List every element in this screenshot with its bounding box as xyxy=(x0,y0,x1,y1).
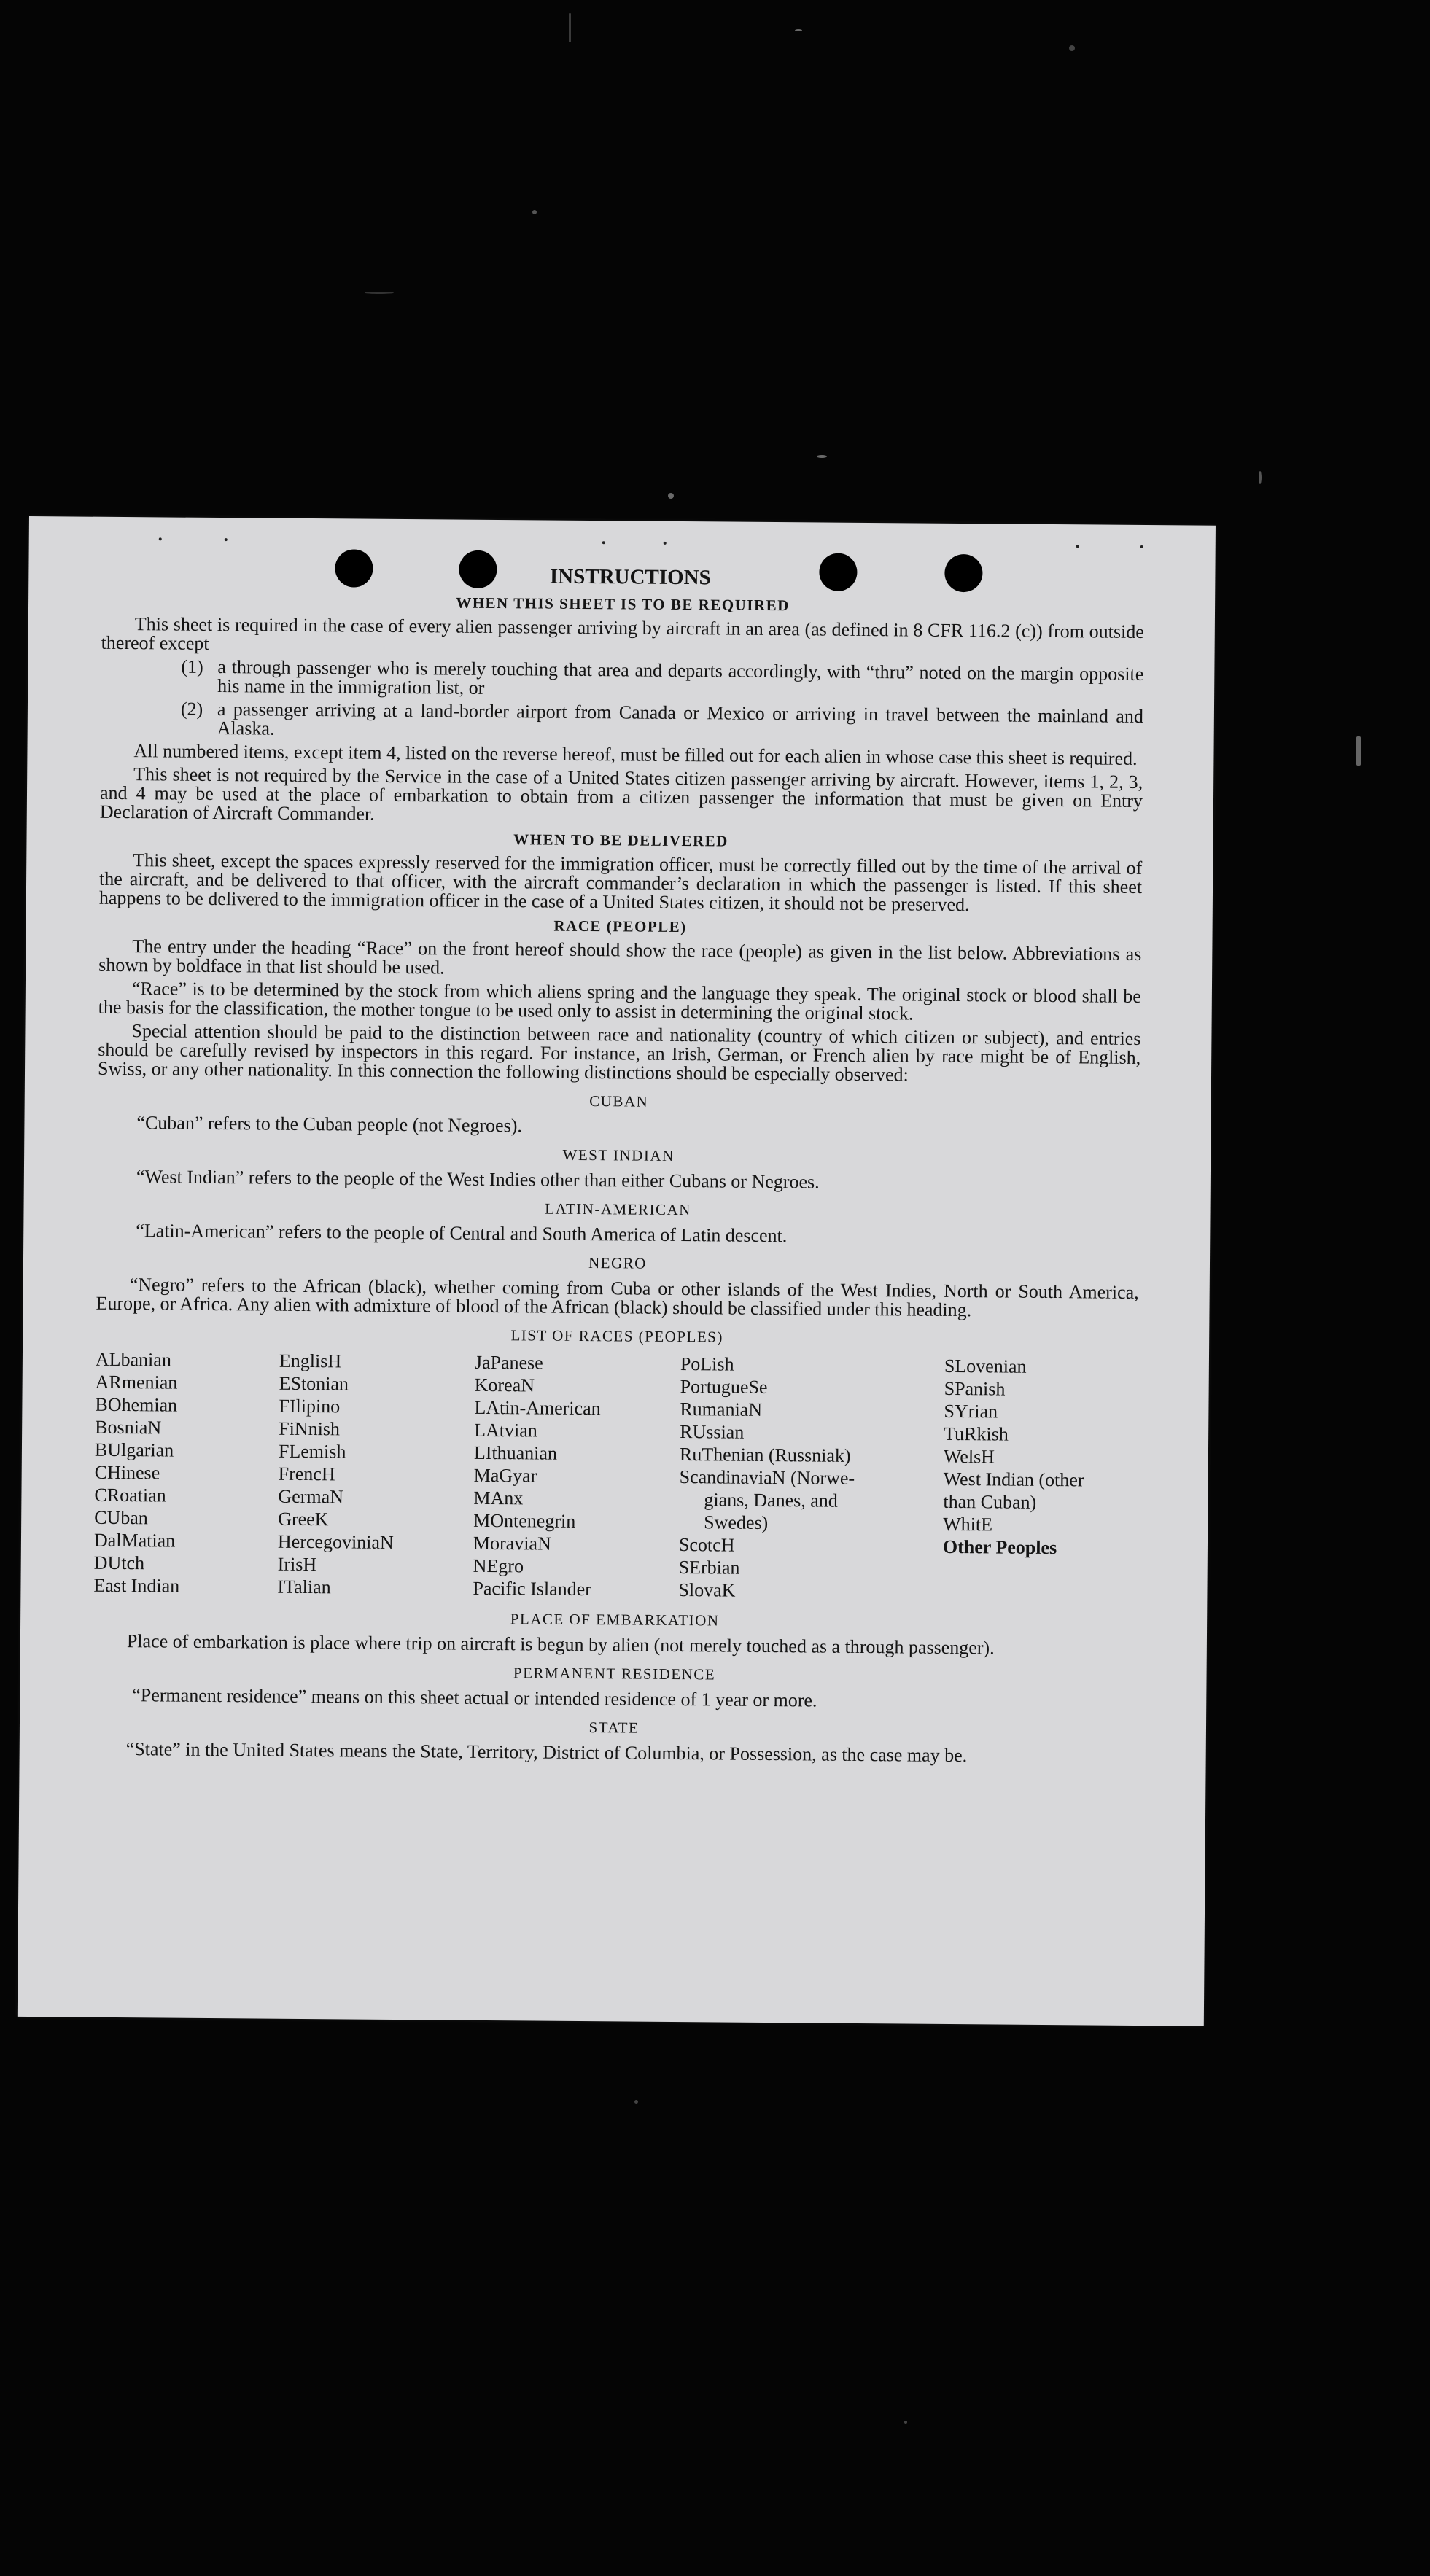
race-entry: than Cuban) xyxy=(943,1490,1037,1513)
paragraph: All numbered items, except item 4, listed on the reverse hereof, must be filled out for each alien in whose case this sheet is required. xyxy=(133,740,1138,769)
item-number: (2) xyxy=(180,698,203,720)
heading-race: RACE (PEOPLE) xyxy=(553,917,687,936)
paragraph: “Race” is to be determined by the stock from which aliens spring and the language they speak. The original stock or blood shall be the basis for the classification, the mother tongue to be used only to assist in determining the original stock. xyxy=(98,978,1141,1024)
exception-item xyxy=(181,655,1144,703)
scan-speck xyxy=(817,455,827,458)
heading-cuban: CUBAN xyxy=(589,1092,649,1110)
race-entry: LIthuanian xyxy=(473,1441,558,1464)
race-entry: BosniaN xyxy=(95,1416,162,1439)
scan-speck xyxy=(1069,45,1075,51)
race-entry: IrisH xyxy=(277,1553,317,1576)
race-entry: FrencH xyxy=(278,1463,335,1485)
race-entry: LAtin-American xyxy=(474,1396,601,1420)
scan-speck xyxy=(365,292,394,294)
scan-speck xyxy=(569,13,571,42)
heading-list-of-races: LIST OF RACES (PEOPLES) xyxy=(510,1326,723,1346)
race-entry: WhitE xyxy=(943,1513,993,1536)
paragraph: “Negro” refers to the African (black), whether coming from Cuba or other islands of the West Indies, North or South America, Europe, or Africa. Any alien with admixture of blood of the African (black) should be classified under this heading. xyxy=(96,1274,1139,1321)
race-entry: ScotcH xyxy=(678,1534,735,1556)
margin-dot xyxy=(1076,545,1079,548)
race-column xyxy=(473,1351,680,1601)
paragraph: This sheet, except the spaces expressly reserved for the immigration officer, must be correctly filled out by the time of the arrival of the aircraft, and be delivered to that officer, with the aircraft commander’s declaration in which the passenger is listed. If this sheet happens to be delivered to the immigration officer in the case of a United States citizen, it should not be preserved. xyxy=(98,849,1143,916)
race-entry: SPanish xyxy=(944,1377,1006,1400)
scan-speck xyxy=(1259,471,1262,484)
scan-speck xyxy=(532,210,537,214)
paragraph: “Latin-American” refers to the people of Central and South America of Latin descent. xyxy=(136,1220,788,1247)
paragraph: “Permanent residence” means on this sheet actual or intended residence of 1 year or more. xyxy=(132,1684,817,1711)
paragraph: This sheet is not required by the Service in the case of a United States citizen passenger arriving by aircraft. However, items 1, 2, 3, and 4 may be used at the place of embarkation to obtain from a citizen passenger the information that must be given on Entry Declaration of Aircraft Commander. xyxy=(99,763,1143,825)
heading-when-required: WHEN THIS SHEET IS TO BE REQUIRED xyxy=(456,594,790,615)
race-entry: LAtvian xyxy=(474,1419,537,1441)
scan-speck xyxy=(634,2100,638,2104)
race-entry: MaGyar xyxy=(473,1464,537,1487)
scan-speck xyxy=(904,2421,907,2424)
race-entry: ARmenian xyxy=(95,1371,178,1393)
race-entry: BOhemian xyxy=(95,1393,178,1416)
heading-place-of-embarkation: PLACE OF EMBARKATION xyxy=(510,1610,720,1630)
race-entry: JaPanese xyxy=(474,1351,543,1374)
item-number: (1) xyxy=(181,655,203,677)
race-entry: ITalian xyxy=(277,1576,331,1598)
race-entry: ALbanian xyxy=(95,1348,172,1371)
paragraph: “State” in the United States means the State, Territory, District of Columbia, or Possession, as the case may be. xyxy=(125,1738,968,1767)
paragraph: “Cuban” refers to the Cuban people (not Negroes). xyxy=(136,1112,523,1137)
race-entry: FLemish xyxy=(278,1440,346,1463)
margin-dot xyxy=(664,542,667,545)
race-entry: HercegoviniaN xyxy=(277,1530,394,1553)
scan-speck xyxy=(1356,736,1361,766)
race-entry: SLovenian xyxy=(944,1355,1027,1377)
race-column xyxy=(942,1355,1138,1605)
race-entry: SErbian xyxy=(678,1557,740,1579)
item-text: a passenger arriving at a land-border airport from Canada or Mexico or arriving in travel between the mainland and Alaska. xyxy=(217,699,1144,739)
race-entry: EStonian xyxy=(279,1372,349,1395)
heading-latin-american: LATIN-AMERICAN xyxy=(545,1199,691,1219)
race-entry: RUssian xyxy=(680,1421,745,1443)
race-entry: FiNnish xyxy=(279,1417,341,1440)
race-entry: CRoatian xyxy=(94,1484,166,1506)
race-entry: CUban xyxy=(94,1506,149,1529)
race-entry: BUlgarian xyxy=(94,1439,174,1461)
page-title: INSTRUCTIONS xyxy=(549,564,711,590)
heading-state: STATE xyxy=(588,1719,640,1737)
race-entry: GermaN xyxy=(278,1485,344,1508)
heading-negro: NEGRO xyxy=(588,1254,647,1272)
race-entry: MoraviaN xyxy=(473,1532,551,1554)
paragraph: The entry under the heading “Race” on the front hereof should show the race (people) as given in the list below. Abbreviations as shown by boldface in that list should be used. xyxy=(98,935,1142,978)
race-entry: MAnx xyxy=(473,1487,524,1509)
race-column xyxy=(277,1350,475,1600)
instruction-sheet xyxy=(18,516,1216,2026)
race-entry: TuRkish xyxy=(944,1423,1009,1445)
race-entry: Other Peoples xyxy=(942,1536,1057,1559)
instructions-body xyxy=(93,561,1145,1771)
exception-item xyxy=(181,700,1143,745)
race-entry: GreeK xyxy=(278,1508,329,1530)
race-entry: DalMatian xyxy=(93,1529,176,1552)
race-entry: WelsH xyxy=(943,1445,995,1468)
paragraph: “West Indian” refers to the people of the West Indies other than either Cubans or Negroes. xyxy=(136,1166,820,1193)
race-list xyxy=(93,1348,1138,1605)
race-entry: CHinese xyxy=(94,1461,160,1484)
race-entry: KoreaN xyxy=(474,1374,535,1396)
race-entry: East Indian xyxy=(93,1574,180,1597)
item-text: a through passenger who is merely touching that area and departs accordingly, with “thru” noted on the margin opposite his name in the immigration list, or xyxy=(217,656,1144,699)
race-entry: RuThenian (Russniak) xyxy=(679,1444,851,1466)
race-entry: RumaniaN xyxy=(680,1398,763,1420)
race-entry: PortugueSe xyxy=(680,1376,768,1398)
race-entry: EnglisH xyxy=(279,1350,342,1372)
margin-dot xyxy=(159,537,162,540)
paragraph: This sheet is required in the case of every alien passenger arriving by aircraft in an area (as defined in 8 CFR 116.2 (c)) from outside thereof except xyxy=(101,613,1144,654)
race-entry: West Indian (other xyxy=(943,1468,1084,1491)
race-entry: NEgro xyxy=(473,1554,524,1577)
margin-dot xyxy=(1140,545,1143,548)
paragraph: Special attention should be paid to the distinction between race and nationality (country of which citizen or subject), and entries should be carefully revised by inspectors in this regard. For instance, an Irish, German, or French alien by race might be of English, Swiss, or any other nationality. In this connection the following distinctions should be especially observed: xyxy=(97,1020,1141,1086)
scan-speck xyxy=(795,29,802,31)
heading-when-delivered: WHEN TO BE DELIVERED xyxy=(513,830,728,850)
race-entry: SlovaK xyxy=(678,1579,736,1601)
scan-speck xyxy=(668,493,674,499)
race-entry: PoLish xyxy=(680,1353,734,1375)
race-entry: FIlipino xyxy=(279,1395,341,1417)
race-entry: ScandinaviaN (Norwe- xyxy=(679,1466,855,1489)
race-entry: Swedes) xyxy=(704,1511,769,1534)
margin-dot xyxy=(602,541,605,544)
heading-west-indian: WEST INDIAN xyxy=(562,1145,675,1164)
race-entry: gians, Danes, and xyxy=(704,1489,838,1511)
race-entry: SYrian xyxy=(944,1400,998,1423)
race-column xyxy=(93,1348,279,1598)
paragraph: Place of embarkation is place where trip on aircraft is begun by alien (not merely touched as a through passenger). xyxy=(126,1630,995,1659)
heading-permanent-residence: PERMANENT RESIDENCE xyxy=(513,1664,716,1684)
race-entry: MOntenegrin xyxy=(473,1509,576,1532)
margin-dot xyxy=(225,538,228,541)
race-entry: DUtch xyxy=(93,1552,145,1574)
race-entry: Pacific Islander xyxy=(473,1577,592,1600)
race-column xyxy=(678,1353,944,1603)
